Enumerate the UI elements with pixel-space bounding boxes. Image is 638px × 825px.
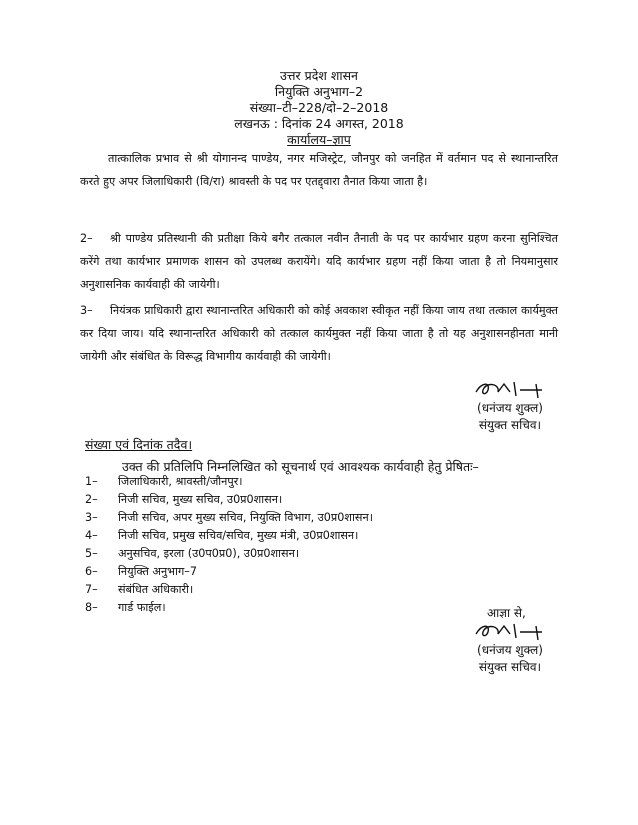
signature-block-2	[450, 620, 570, 676]
paragraph-2	[80, 228, 558, 296]
list-item: 5– अनुसचिव, इरला (उ0प0प्र0), उ0प्र0शासन।	[85, 547, 300, 560]
list-item: 8– गार्ड फाईल।	[85, 601, 166, 614]
list-item: 7– संबंधित अधिकारी।	[85, 583, 194, 596]
reference-number: संख्या–टी–228/दो–2–2018	[249, 100, 389, 115]
paragraph-3	[80, 300, 558, 368]
signatory-name-2: (धनंजय शुक्ल)	[477, 643, 543, 657]
list-item: 4– निजी सचिव, प्रमुख सचिव/सचिव, मुख्य मंत्री, उ0प्र0शासन।	[85, 529, 359, 542]
signature-block-1	[450, 378, 570, 434]
paragraph-3-text: नियंत्रक प्राधिकारी द्वारा स्थानान्तरित अधिकारी को कोई अवकाश स्वीकृत नहीं किया जाय तथा तत्काल कार्यमुक्त कर दिया जाय। यदि स्थानान्तरित अधिकारी को तत्काल कार्यमुक्त नहीं किया जाता है तो यह अनुशासनहीनता मानी जायेगी और संबंधित के विरूद्ध विभागीय कार्यवाही की जायेगी।	[80, 304, 558, 363]
paragraph-3-number: 3–	[80, 304, 93, 317]
government-title: उत्तर प्रदेश शासन	[280, 68, 358, 83]
list-item: 2– निजी सचिव, मुख्य सचिव, उ0प्र0शासन।	[85, 493, 283, 506]
document-type-label: कार्यालय–ज्ञाप	[287, 132, 351, 147]
by-order-text: आज्ञा से,	[487, 606, 526, 620]
section-name: नियुक्ति अनुभाग–2	[274, 84, 364, 99]
signatory-designation-1: संयुक्त सचिव।	[478, 418, 542, 432]
paragraph-2-number: 2–	[80, 232, 93, 245]
list-item: 3– निजी सचिव, अपर मुख्य सचिव, नियुक्ति विभाग, उ0प्र0शासन।	[85, 511, 373, 524]
handwritten-signature-1	[470, 378, 550, 400]
paragraph-1	[80, 148, 558, 194]
document-type	[0, 132, 638, 148]
handwritten-signature-2	[470, 620, 550, 642]
copy-recipient-list	[85, 473, 373, 617]
paragraph-1-text: तात्कालिक प्रभाव से श्री योगानन्द पाण्डेय, नगर मजिस्ट्रेट, जौनपुर को जनहित में वर्तमान पद से स्थानान्तरित करते हुए अपर जिलाधिकारी (वि/रा) श्रावस्ती के पद पर एतद्द्वारा तैनात किया जाता है।	[80, 152, 558, 188]
copy-intro: उक्त की प्रतिलिपि निम्नलिखित को सूचनार्थ एवं आवश्यक कार्यवाही हेतु प्रेषितः–	[122, 459, 479, 474]
list-item: 1– जिलाधिकारी, श्रावस्ती/जौनपुर।	[85, 475, 243, 488]
list-item: 6– नियुक्ति अनुभाग–7	[85, 565, 197, 578]
place-date: लखनऊ : दिनांक 24 अगस्त, 2018	[234, 116, 404, 131]
signatory-designation-2: संयुक्त सचिव।	[478, 660, 542, 674]
paragraph-2-text: श्री पाण्डेय प्रतिस्थानी की प्रतीक्षा किये बगैर तत्काल नवीन तैनाती के पद पर कार्यभार ग्रहण करना सुनिश्चित करेंगे तथा कार्यभार प्रमाणक शासन को उपलब्ध करायेंगे। यदि कार्यभार ग्रहण नहीं किया जाता है तो नियमानुसार अनुशासनिक कार्यवाही की जायेगी।	[80, 232, 558, 291]
signatory-name-1: (धनंजय शुक्ल)	[477, 401, 543, 415]
copy-heading: संख्या एवं दिनांक तदैव।	[85, 437, 193, 452]
